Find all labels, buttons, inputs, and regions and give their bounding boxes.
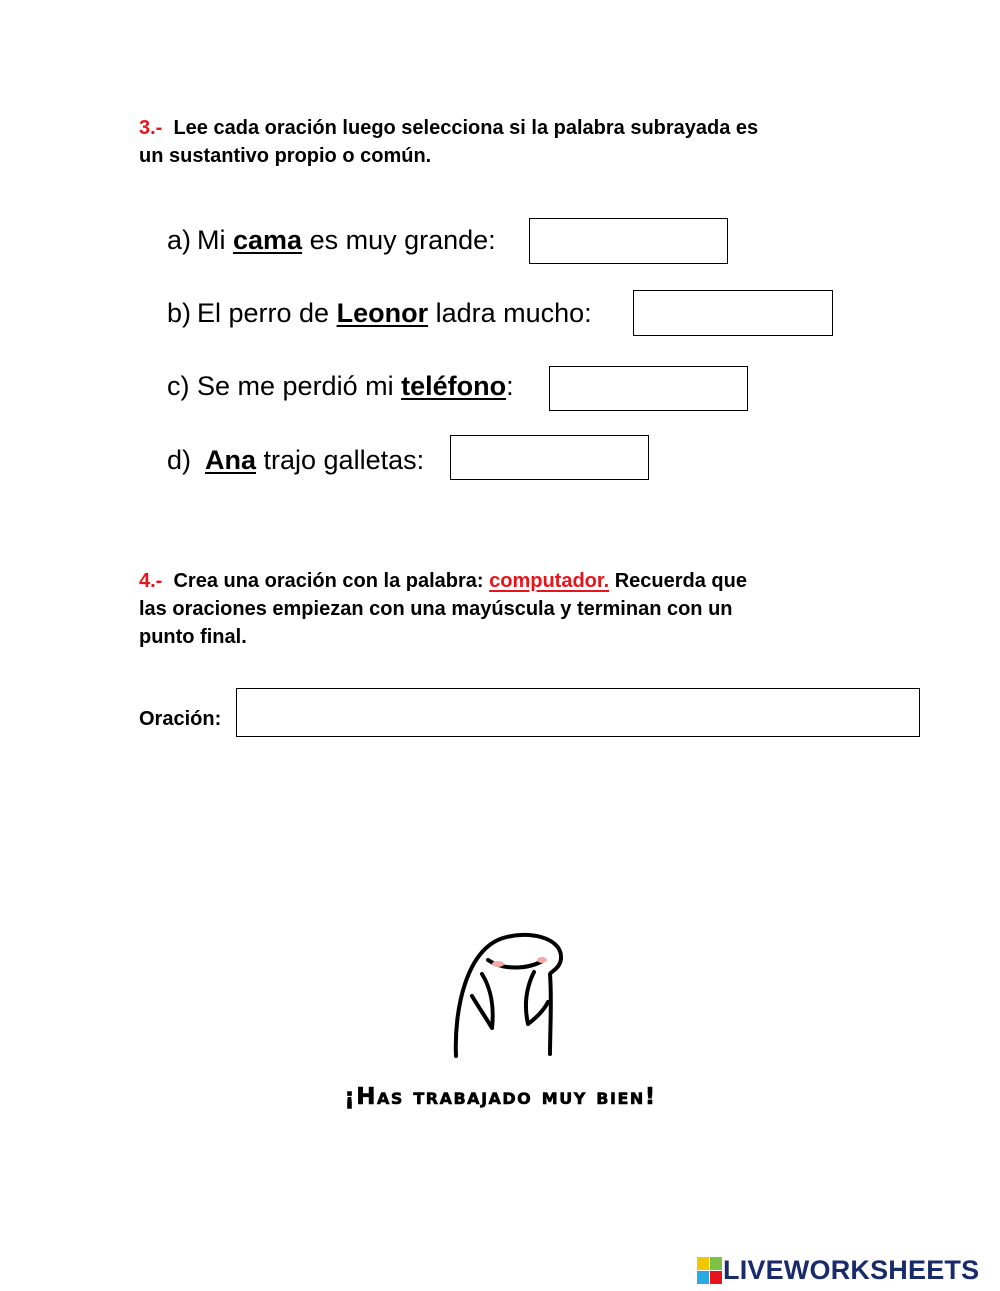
question-c-underlined-word: teléfono xyxy=(401,371,507,401)
exercise-3-text-line1: Lee cada oración luego selecciona si la palabra subrayada es xyxy=(173,117,759,139)
liveworksheets-logo[interactable] xyxy=(697,1255,979,1286)
question-b-underlined-word: Leonor xyxy=(336,298,429,328)
question-d-letter: d) xyxy=(167,445,192,475)
sentence-label: Oración: xyxy=(139,708,222,730)
exercise-4-text-end: Recuerda que xyxy=(609,570,747,592)
question-a-letter: a) xyxy=(167,225,192,255)
question-a-underlined-word: cama xyxy=(233,225,303,255)
logo-blocks-icon xyxy=(697,1257,723,1285)
exercise-4-number: 4.- xyxy=(139,570,163,592)
question-b-letter: b) xyxy=(167,298,192,328)
sentence-input[interactable] xyxy=(236,688,920,737)
exercise-4-text-line3: punto final. xyxy=(139,626,247,648)
answer-box-c[interactable] xyxy=(549,366,748,411)
question-c xyxy=(167,371,514,402)
question-d-underlined-word: Ana xyxy=(205,445,257,475)
question-b-after: ladra mucho: xyxy=(428,298,592,328)
answer-box-a[interactable] xyxy=(529,218,728,264)
exercise-4-keyword: computador. xyxy=(489,570,610,592)
cartoon-character-drawing xyxy=(448,930,570,1062)
blush-right xyxy=(537,957,547,963)
question-c-after: : xyxy=(506,371,514,401)
answer-box-d[interactable] xyxy=(450,435,649,480)
question-a xyxy=(167,225,496,256)
exercise-3-text-line2: un sustantivo propio o común. xyxy=(139,145,432,167)
question-a-after: es muy grande: xyxy=(302,225,496,255)
question-b-before: El perro de xyxy=(197,298,337,328)
exercise-4-text-start: Crea una oración con la palabra: xyxy=(173,570,490,592)
question-a-before: Mi xyxy=(197,225,233,255)
question-d-after: trajo galletas: xyxy=(256,445,425,475)
blush-left xyxy=(492,961,504,967)
closing-message: ¡Has trabajado muy bien! xyxy=(344,1084,657,1110)
answer-box-b[interactable] xyxy=(633,290,833,336)
exercise-4-instruction xyxy=(139,567,899,651)
exercise-3-number: 3.- xyxy=(139,117,163,139)
question-c-before: Se me perdió mi xyxy=(197,371,402,401)
question-d xyxy=(167,445,424,476)
exercise-3-instruction xyxy=(139,114,899,170)
question-b xyxy=(167,298,592,329)
logo-text: LIVEWORKSHEETS xyxy=(723,1255,980,1285)
question-c-letter: c) xyxy=(167,371,190,401)
exercise-4-text-line2: las oraciones empiezan con una mayúscula y terminan con un xyxy=(139,598,733,620)
